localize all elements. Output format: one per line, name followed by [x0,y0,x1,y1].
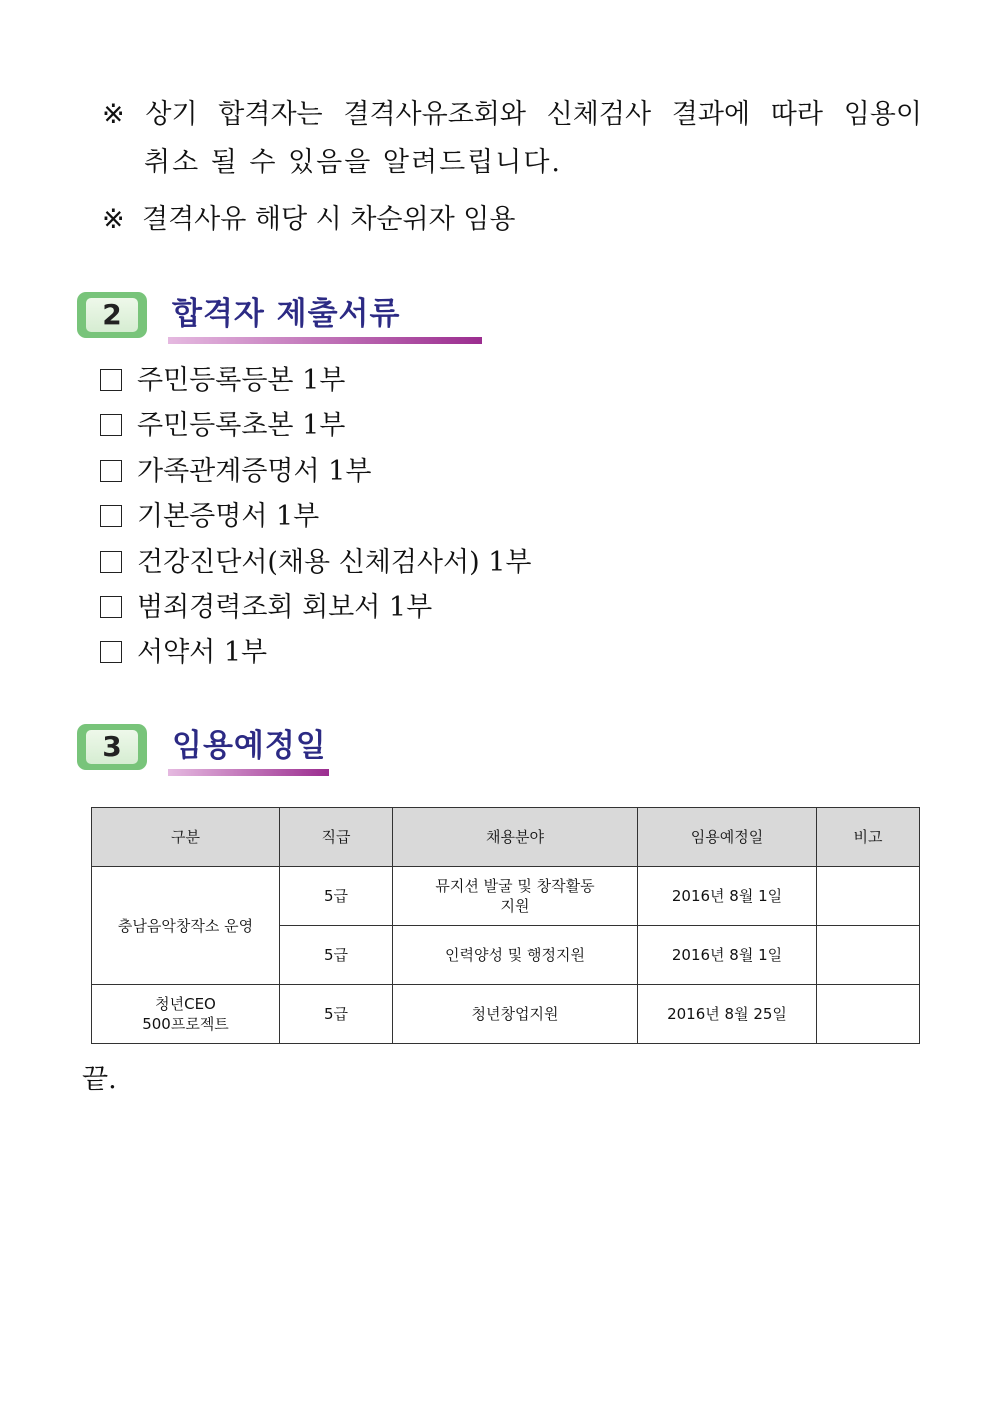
note-cell [817,985,920,1044]
appointment-schedule-table [91,807,920,1044]
section-title: 합격자 제출서류 [172,296,401,332]
grade-cell: 5급 [280,867,393,926]
column-header: 임용예정일 [638,808,817,867]
notice-2 [102,201,515,239]
column-header: 구분 [92,808,280,867]
note-cell [817,867,920,926]
list-item: 기본증명서 1부 [100,497,531,542]
table-row [92,867,920,926]
category-cell: 충남음악창작소 운영 [92,867,280,985]
section-number-badge [77,292,147,338]
title-underline [168,337,482,344]
list-item: 가족관계증명서 1부 [100,452,531,497]
section-number: 3 [86,730,138,764]
table-row [92,985,920,1044]
checkbox-icon [100,551,122,573]
list-item: 건강진단서(채용 신체검사서) 1부 [100,543,531,588]
date-cell: 2016년 8월 1일 [638,867,817,926]
table-header-row [92,808,920,867]
list-item: 주민등록등본 1부 [100,361,531,406]
list-item: 범죄경력조회 회보서 1부 [100,588,531,633]
column-header: 비고 [817,808,920,867]
section-number-badge [77,724,147,770]
reference-mark: ※ [102,204,125,235]
checkbox-icon [100,596,122,618]
section-title: 임용예정일 [172,728,327,764]
document-checklist [100,361,531,679]
checkbox-icon [100,414,122,436]
field-cell: 청년창업지원 [393,985,638,1044]
date-cell: 2016년 8월 25일 [638,985,817,1044]
notice-1 [102,96,922,182]
note-cell [817,926,920,985]
list-item: 서약서 1부 [100,633,531,678]
list-item: 주민등록초본 1부 [100,406,531,451]
checkbox-icon [100,369,122,391]
column-header: 채용분야 [393,808,638,867]
reference-mark: ※ [102,99,125,130]
category-cell: 청년CEO 500프로젝트 [92,985,280,1044]
column-header: 직급 [280,808,393,867]
section-number: 2 [86,298,138,332]
grade-cell: 5급 [280,985,393,1044]
notice-2-text: 결격사유 해당 시 차순위자 임용 [142,204,516,235]
notice-1-line-2: 취소 될 수 있음을 알려드립니다. [144,147,562,178]
grade-cell: 5급 [280,926,393,985]
notice-1-line-1: ※ 상기 합격자는 결격사유조회와 신체검사 결과에 따라 임용이 [102,96,922,134]
field-cell: 뮤지션 발굴 및 창작활동 지원 [393,867,638,926]
date-cell: 2016년 8월 1일 [638,926,817,985]
field-cell: 인력양성 및 행정지원 [393,926,638,985]
checkbox-icon [100,641,122,663]
closing-mark: 끝. [82,1064,117,1095]
checkbox-icon [100,460,122,482]
title-underline [168,769,329,776]
checkbox-icon [100,505,122,527]
